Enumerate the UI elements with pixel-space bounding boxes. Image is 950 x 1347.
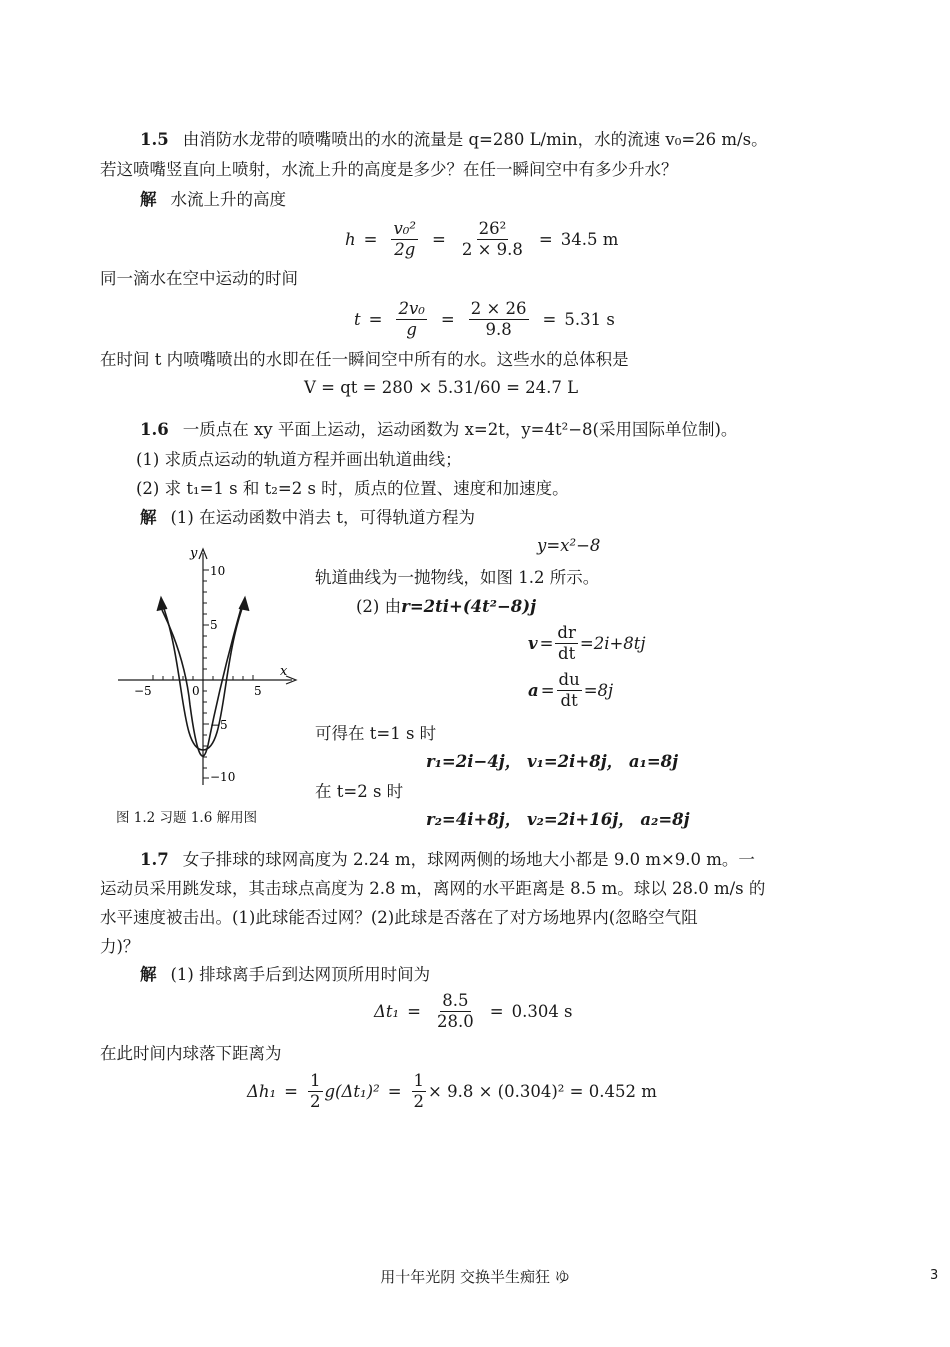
tick-label: −5 — [134, 684, 152, 698]
results-t1: r₁=2i−4j， v₁=2i+8j， a₁=8j — [426, 752, 679, 771]
parabola-figure — [110, 545, 300, 790]
solution-line: 解 水流上升的高度 — [140, 190, 286, 209]
equation-acceleration: a = $\frac{du}{dt}$ =8j — [528, 670, 614, 710]
trajectory-equation: y=x²−8 — [537, 536, 601, 555]
x-axis-label: x — [280, 664, 288, 679]
solution-label: 解 — [140, 190, 157, 209]
problem-1-6-line-1 — [140, 418, 737, 442]
solution-line: 同一滴水在空中运动的时间 — [100, 269, 298, 288]
figure-caption: 图 1.2 习题 1.6 解用图 — [116, 810, 258, 826]
problem-1-7-line-4: 力)？ — [100, 937, 140, 956]
tick-label: 5 — [254, 684, 262, 698]
problem-1-7-line-1 — [140, 848, 755, 872]
solution-label: 解 — [140, 965, 157, 984]
question-1: (1) 求质点运动的轨道方程并画出轨道曲线； — [136, 450, 462, 469]
problem-text: 一质点在 xy 平面上运动，运动函数为 x=2t，y=4t²−8(采用国际单位制)。 — [182, 420, 738, 439]
problem-1-7-line-3: 水平速度被击出。(1)此球能否过网？(2)此球是否落在了对方场地界内(忽略空气阻 — [100, 908, 698, 927]
tick-label: 10 — [210, 564, 226, 578]
solution-line: 在 t=2 s 时 — [315, 782, 404, 801]
page-footer: 用十年光阴 交换半生痴狂 ゆ — [380, 1268, 570, 1286]
solution-line: 可得在 t=1 s 时 — [315, 724, 437, 743]
problem-number: 1.7 — [140, 850, 169, 869]
equation-time: t = $\frac{\text{2v₀}}{g}$ = $\frac{2 \times 26}{9.8}$ = 5.31 s — [354, 299, 615, 339]
solution-line: 在此时间内球落下距离为 — [100, 1044, 282, 1063]
tick-label: −5 — [210, 718, 228, 732]
problem-number: 1.6 — [140, 420, 169, 439]
equation-volume: V = qt = 280 × 5.31/60 = 24.7 L — [304, 378, 579, 397]
solution-line: 解 (1) 排球离手后到达网顶所用时间为 — [140, 965, 431, 984]
page-number: 3 — [930, 1268, 939, 1283]
question-2: (2) 求 t₁=1 s 和 t₂=2 s 时，质点的位置、速度和加速度。 — [136, 479, 569, 498]
tick-label: −10 — [210, 770, 236, 784]
problem-1-5-line-2: 若这喷嘴竖直向上喷射，水流上升的高度是多少？在任一瞬间空中有多少升水？ — [100, 160, 678, 179]
results-t2: r₂=4i+8j， v₂=2i+16j， a₂=8j — [426, 810, 690, 829]
position-vector-line: (2) 由r=2ti+(4t²−8)j — [356, 597, 537, 616]
solution-line: 在时间 t 内喷嘴喷出的水即在任一瞬间空中所有的水。这些水的总体积是 — [100, 350, 629, 369]
tick-label: 5 — [210, 618, 218, 632]
solution-label: 解 — [140, 508, 157, 527]
equation-height: h = $\frac{\text{v₀²}}{2g}$ = $\frac{\text{26²}}{2 \times 9.8}$ = 34.5 m — [345, 219, 619, 259]
equation-time-to-net: Δt₁ = $\frac{8.5}{28.0}$ = 0.304 s — [374, 991, 573, 1031]
solution-line: 轨道曲线为一抛物线，如图 1.2 所示。 — [315, 568, 600, 587]
problem-number: 1.5 — [140, 130, 169, 149]
solution-line: 解 (1) 在运动函数中消去 t，可得轨道方程为 — [140, 508, 475, 527]
problem-text: 由消防水龙带的喷嘴喷出的水的流量是 q=280 L/min，水的流速 v₀=26 m/s。 — [182, 130, 768, 149]
problem-text: 女子排球的球网高度为 2.24 m，球网两侧的场地大小都是 9.0 m×9.0 m。一 — [182, 850, 755, 869]
problem-1-7-line-2: 运动员采用跳发球，其击球点高度为 2.8 m，离网的水平距离是 8.5 m。球以 28.0 m/s 的 — [100, 879, 766, 898]
equation-drop-distance: Δh₁ = $\frac{1}{2}$ g(Δt₁)² = $\frac{1}{2}$ × 9.8 × (0.304)² = 0.452 m — [247, 1071, 657, 1111]
problem-1-5-line-1 — [140, 128, 768, 152]
tick-label: 0 — [192, 684, 200, 698]
equation-velocity: v = $\frac{dr}{dt}$ =2i+8tj — [528, 623, 646, 663]
y-axis-label: y — [190, 546, 198, 561]
